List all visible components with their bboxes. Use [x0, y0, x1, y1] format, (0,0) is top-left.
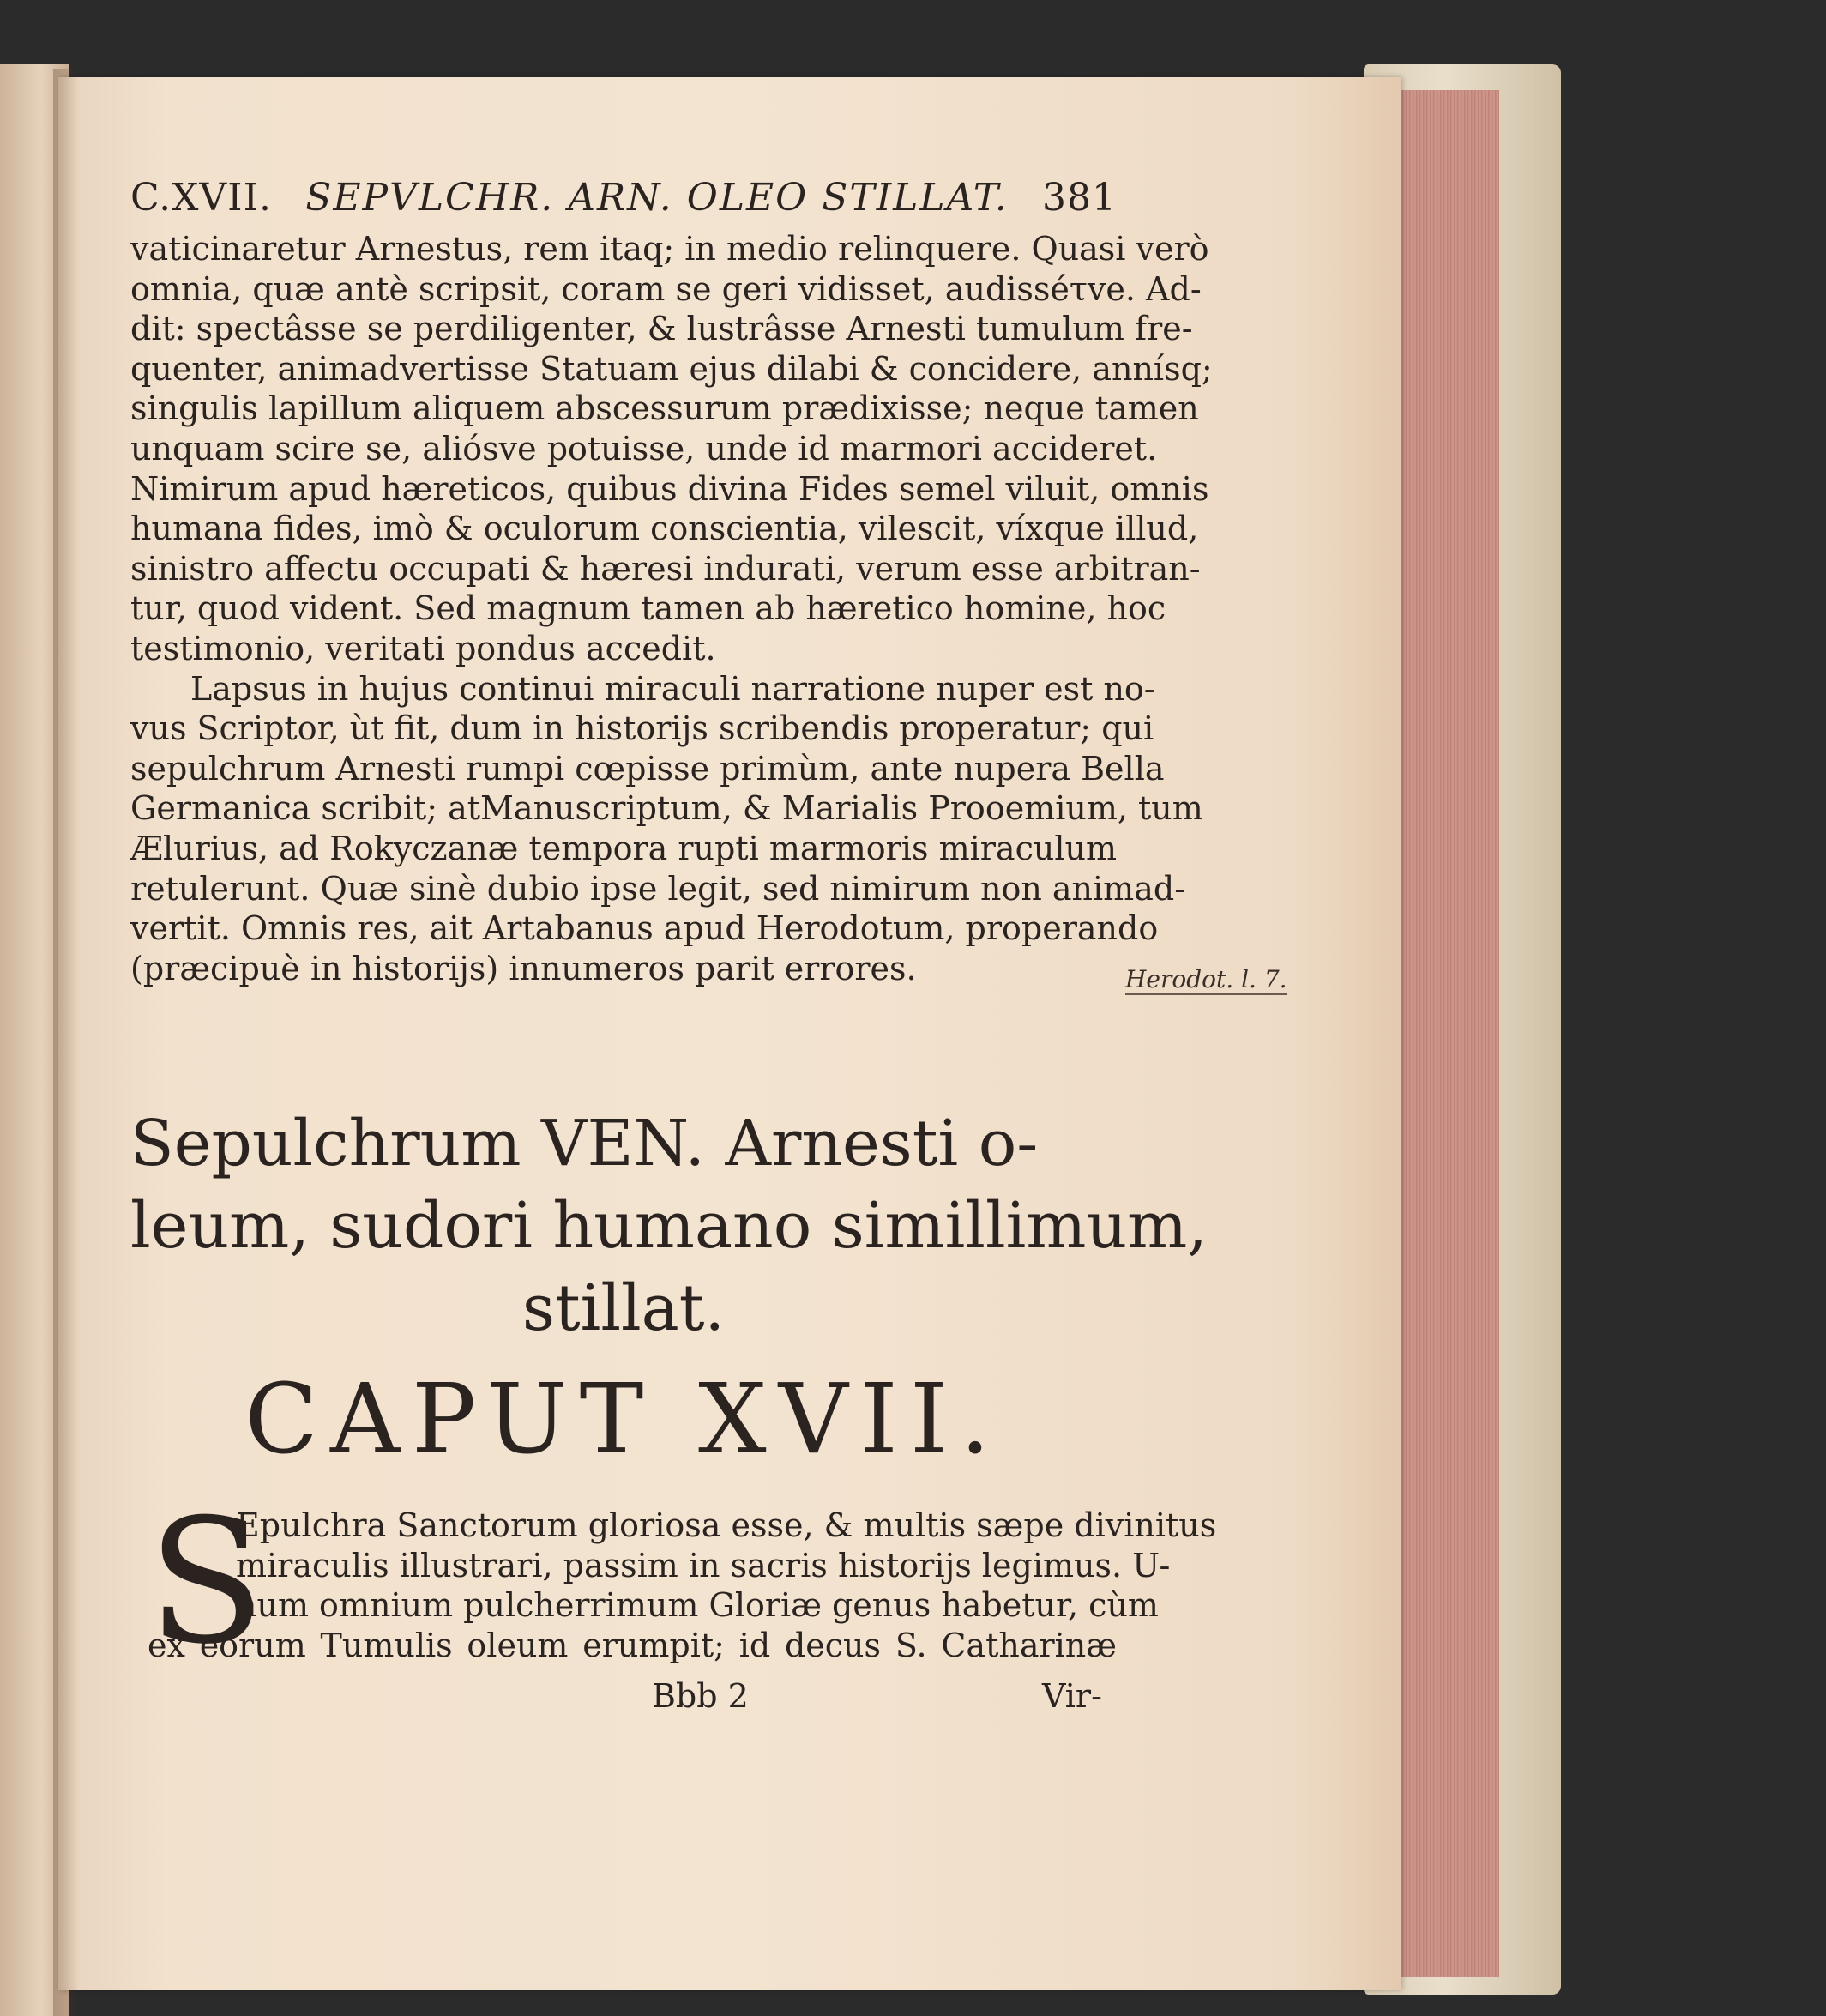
- catchword: Vir-: [1042, 1677, 1102, 1715]
- running-header: [130, 176, 1117, 227]
- text-line: vaticinaretur Arnestus, rem itaq; in medio relinquere. Quasi verò: [130, 230, 1209, 268]
- heading-line: leum, sudori humano simillimum,: [130, 1189, 1208, 1263]
- page-number: 381: [1042, 176, 1117, 220]
- text-line: singulis lapillum aliquem abscessurum prædixisse; neque tamen: [130, 389, 1199, 428]
- text-line: num omnium pulcherrimum Gloriæ genus habetur, cùm: [236, 1586, 1159, 1625]
- text-line: omnia, quæ antè scripsit, coram se geri vidisset, audisséτve. Ad-: [130, 269, 1202, 308]
- text-line: Ælurius, ad Rokyczanæ tempora rupti marmoris miraculum: [130, 829, 1117, 867]
- margin-note: Herodot. l. 7.: [1125, 965, 1287, 993]
- text-line: dit: spectâsse se perdiligenter, & lustrâsse Arnesti tumulum fre-: [130, 310, 1193, 348]
- text-line: vus Scriptor, ùt fit, dum in historijs scribendis properatur; qui: [130, 709, 1154, 748]
- text-line: Epulchra Sanctorum gloriosa esse, & multis sæpe divinitus: [236, 1506, 1217, 1544]
- text-line: testimonio, veritati pondus accedit.: [130, 629, 716, 667]
- text-line: miraculis illustrari, passim in sacris historijs legimus. U-: [236, 1546, 1171, 1584]
- paragraph-1: [130, 229, 1213, 669]
- text-line: vertit. Omnis res, ait Artabanus apud Herodotum, properando: [130, 909, 1159, 948]
- section-heading: [130, 1102, 1208, 1349]
- text-line: Lapsus in hujus continui miraculi narratione nuper est no-: [190, 669, 1155, 708]
- paragraph-3-last-line: [148, 1626, 1117, 1666]
- drop-cap: S: [148, 1482, 266, 1682]
- text-line: unquam scire se, aliósve potuisse, unde id marmori accideret.: [130, 429, 1158, 468]
- text-line: quenter, animadvertisse Statuam ejus dilabi & concidere, annísq;: [130, 349, 1213, 388]
- binding-shadow: [53, 69, 79, 2016]
- paragraph-3: [236, 1506, 1217, 1626]
- heading-line: stillat.: [521, 1271, 726, 1345]
- main-text: [130, 176, 1213, 988]
- text-line: humana fides, imò & oculorum conscientia, vilescit, víxque illud,: [130, 510, 1199, 548]
- chapter-title: CAPUT XVII.: [244, 1364, 1003, 1476]
- page-edges: [1394, 90, 1499, 1977]
- heading-line: Sepulchrum VEN. Arnesti o-: [130, 1107, 1039, 1180]
- text-line: tur, quod vident. Sed magnum tamen ab hæretico homine, hoc: [130, 589, 1166, 628]
- running-title: SEPVLCHR. ARN. OLEO STILLAT.: [305, 176, 1009, 220]
- text-line: Nimirum apud hæreticos, quibus divina Fides semel viluit, omnis: [130, 469, 1209, 508]
- text-line: retulerunt. Quæ sinè dubio ipse legit, sed nimirum non animad-: [130, 869, 1186, 908]
- chapter-ref: C.XVII.: [130, 176, 272, 220]
- text-line: (præcipuè in historijs) innumeros parit errores.: [130, 949, 917, 987]
- text-line: sepulchrum Arnesti rumpi cœpisse primùm, ante nupera Bella: [130, 749, 1165, 788]
- text-line: ex eorum Tumulis oleum erumpit; id decus S. Catharinæ: [148, 1627, 1117, 1664]
- text-line: sinistro affectu occupati & hæresi indurati, verum esse arbitran-: [130, 549, 1201, 588]
- text-line: Germanica scribit; atManuscriptum, & Marialis Prooemium, tum: [130, 789, 1203, 828]
- paragraph-2: [130, 669, 1203, 989]
- signature-mark: Bbb 2: [652, 1677, 749, 1715]
